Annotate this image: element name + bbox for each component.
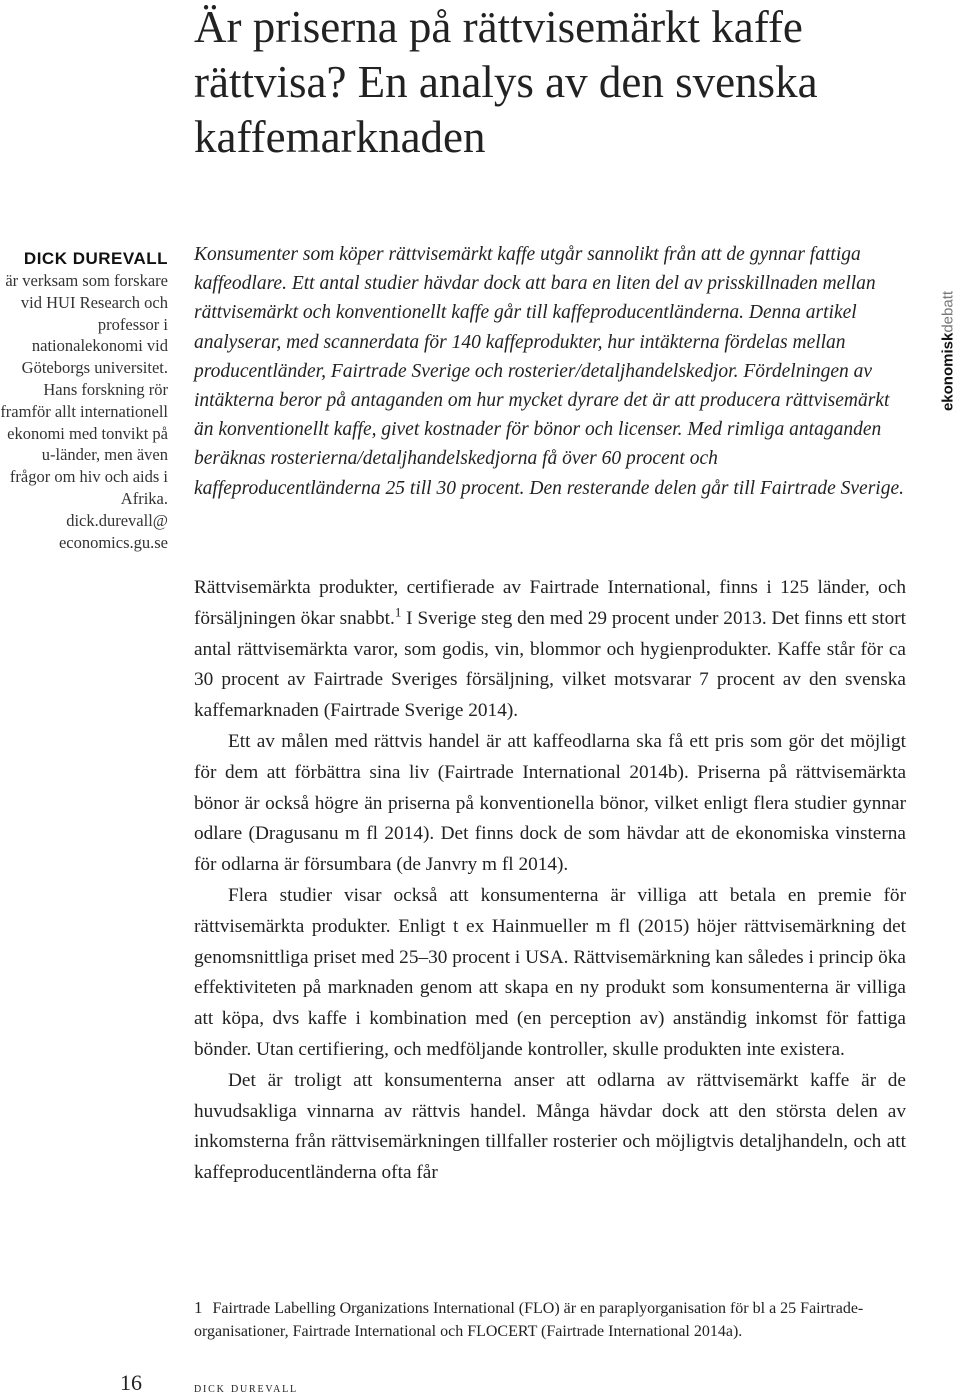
body-paragraph-2: Ett av målen med rättvis handel är att kaffeodlarna ska få ett pris som gör det möjligt för dem att förbättra sina liv (Fairtrade International 2014b). Priserna på rättvisemärkta bönor är också högre än priserna på konventionella bönor, vilket enligt flera studier gynnar odlare (Dragusanu m fl 2014). Det finns dock de som hävdar att de ekonomiska vinsterna för odlarna är försumbara (de Janvry m fl 2014).	[194, 730, 906, 876]
page-number: 16	[120, 1370, 142, 1395]
body-paragraph-3: Flera studier visar också att konsumenterna är villiga att betala en premie för rättvisemärkta produkter. Enligt t ex Hainmueller m fl (2015) höjer rättvisemärkning det genomsnittliga priset med 25–30 procent i USA. Rättvisemärkning kan således i princip öka effektiviteten på marknaden genom att skapa en ny produkt som konsumenterna är villiga att köpa, dvs kaffe i kombination med (en perception av) anständig inkomst för fattiga bönder. Utan certifiering, och medföljande kontroller, skulle produkten inte existera.	[194, 884, 906, 1060]
article-body	[194, 573, 906, 1189]
side-label-light: debatt	[939, 290, 957, 333]
article-title: Är priserna på rättvisemärkt kaffe rättvisa? En analys av den svenska kaffemarknaden	[194, 2, 818, 162]
author-bio: är verksam som forskare vid HUI Research och professor i nationalekonomi vid Göteborgs universitet. Hans forskning rör framför allt internationell ekonomi med tonvikt på u-länder, men även frågor om hiv och aids i Afrika.	[0, 271, 168, 508]
footnote-number: 1	[194, 1298, 203, 1317]
author-name: DICK DUREVALL	[23, 249, 168, 268]
body-paragraph-1-start: Rättvisemärkta produkter, certifierade av Fairtrade International, finns i 125 länder, och försäljningen ökar snabbt.	[194, 577, 906, 629]
body-paragraph-1-end: I Sverige steg den med 29 procent under 2013. Det finns ett stort antal rättvisemärkta varor, som godis, vin, blommor och hygienprodukter. Kaffe står för ca 30 procent av Fairtrade Sveriges försäljning, vilket motsvarar 7 procent av den svenska kaffemarknaden (Fairtrade Sverige 2014).	[194, 607, 906, 722]
body-paragraph-4: Det är troligt att konsumenterna anser att odlarna av rättvisemärkt kaffe är de huvudsakliga vinnarna av rättvis handel. Många hävdar dock att den största delen av inkomsterna från rättvisemärkningen tillfaller rosterier och möjligtvis detaljhandeln, och att kaffeproducentländerna ofta får	[194, 1069, 906, 1184]
side-label-bold: ekonomisk	[939, 332, 957, 412]
running-head: dick durevall	[194, 1381, 298, 1396]
journal-side-label	[938, 256, 958, 446]
footnote-text: Fairtrade Labelling Organizations International (FLO) är en paraplyorganisation för bl a 25 Fairtrade-organisationer, Fairtrade International och FLOCERT (Fairtrade International 2014a).	[194, 1300, 864, 1341]
footnote	[194, 1296, 906, 1343]
footnote-reference: 1	[394, 604, 402, 620]
author-email: dick.durevall@ economics.gu.se	[58, 510, 168, 552]
body-paragraph-1	[194, 573, 906, 727]
article-abstract: Konsumenter som köper rättvisemärkt kaffe utgår sannolikt från att de gynnar fattiga kaffeodlare. Ett antal studier hävdar dock att bara en liten del av prisskillnaden mellan rättvisemärkt och konventionellt kaffe går till kaffeproducentländerna. Denna artikel analyserar, med scannerdata för 140 kaffeprodukter, hur intäkterna fördelas mellan producentländer, Fairtrade Sverige och rosterier/detaljhandelskedjor. Fördelningen av intäkterna beror på antaganden om hur mycket dyrare det är att producera rättvisemärkt än konventionellt kaffe, givet kostnader för bönor och licenser. Med rimliga antaganden beräknas rosterierna/detaljhandelskedjorna få över 60 procent och kaffeproducentländerna 25 till 30 procent. Den resterande delen går till Fairtrade Sverige.	[194, 244, 904, 499]
author-sidebar	[0, 248, 168, 553]
